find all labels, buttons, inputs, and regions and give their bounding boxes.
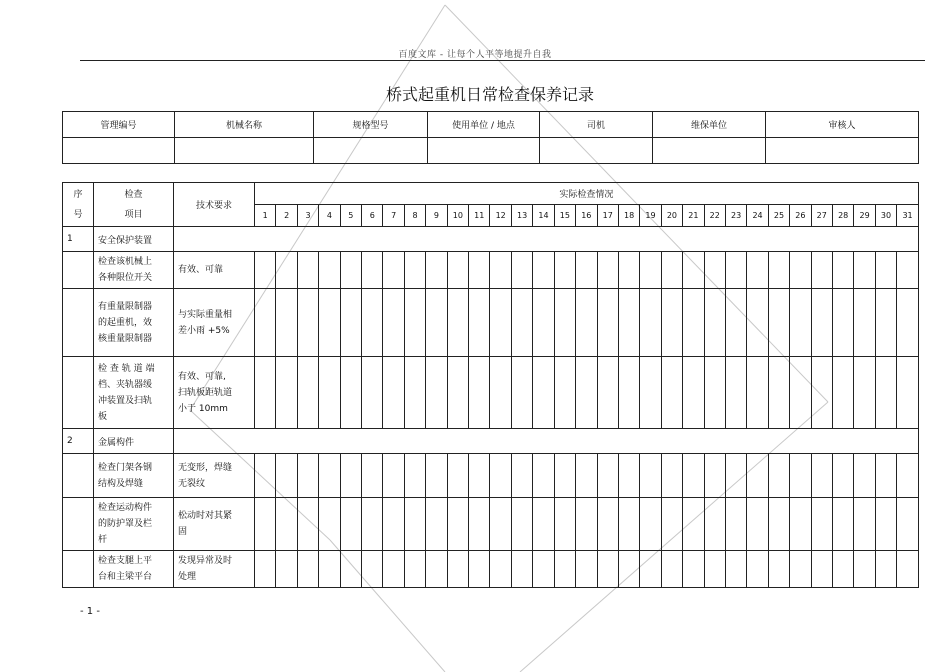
day-header-cell: 18 [618,205,639,227]
day-check-cell[interactable] [533,498,554,551]
day-header-cell: 19 [640,205,661,227]
day-check-cell[interactable] [490,252,511,289]
day-check-cell[interactable] [790,289,811,357]
day-check-cell[interactable] [704,454,725,498]
day-check-cell[interactable] [811,289,832,357]
day-header-cell: 11 [469,205,490,227]
day-check-cell[interactable] [255,454,276,498]
day-check-cell[interactable] [618,357,639,429]
day-check-cell[interactable] [790,551,811,588]
day-check-cell[interactable] [340,551,361,588]
day-check-cell[interactable] [768,551,789,588]
day-check-cell[interactable] [704,289,725,357]
day-check-cell[interactable] [276,357,297,429]
day-check-cell[interactable] [661,252,682,289]
day-check-cell[interactable] [404,357,425,429]
day-header-cell: 16 [576,205,597,227]
day-check-cell[interactable] [768,252,789,289]
day-check-cell[interactable] [790,357,811,429]
day-check-cell[interactable] [832,498,853,551]
day-header-cell: 24 [747,205,768,227]
day-check-cell[interactable] [426,289,447,357]
document-title: 桥式起重机日常检查保养记录 [385,85,594,104]
day-check-cell[interactable] [618,498,639,551]
check-item: 检查门架各钢 结构及焊缝 [94,454,174,498]
day-check-cell[interactable] [255,357,276,429]
day-check-cell[interactable] [490,551,511,588]
check-row [63,551,919,588]
day-check-cell[interactable] [383,454,404,498]
day-check-cell[interactable] [854,357,875,429]
day-check-cell[interactable] [469,357,490,429]
day-check-cell[interactable] [704,357,725,429]
day-header-cell: 20 [661,205,682,227]
day-check-cell[interactable] [725,498,746,551]
day-check-cell[interactable] [661,454,682,498]
day-header-cell: 2 [276,205,297,227]
day-check-cell[interactable] [832,289,853,357]
day-check-cell[interactable] [511,252,532,289]
day-check-cell[interactable] [854,454,875,498]
day-check-cell[interactable] [618,289,639,357]
day-check-cell[interactable] [426,551,447,588]
day-check-cell[interactable] [447,289,468,357]
day-check-cell[interactable] [704,252,725,289]
day-header-cell: 7 [383,205,404,227]
info-entry-cell[interactable] [63,138,175,164]
day-check-cell[interactable] [811,498,832,551]
day-header-cell: 13 [511,205,532,227]
day-check-cell[interactable] [768,454,789,498]
day-check-cell[interactable] [875,498,896,551]
check-item: 检查该机械上 各种限位开关 [94,252,174,289]
info-header-cell: 规格型号 [314,112,428,138]
day-check-cell[interactable] [554,289,575,357]
day-check-cell[interactable] [404,498,425,551]
day-header-cell: 1 [255,205,276,227]
day-check-cell[interactable] [640,289,661,357]
day-check-cell[interactable] [640,551,661,588]
check-item: 检 查 轨 道 端 档、夹轨器缓 冲装置及扫轨 板 [94,357,174,429]
day-check-cell[interactable] [875,289,896,357]
day-check-cell[interactable] [404,252,425,289]
day-check-cell[interactable] [340,498,361,551]
day-check-cell[interactable] [533,252,554,289]
check-requirement: 有效、可靠, 扫轨板距轨道 小于 10mm [174,357,255,429]
day-check-cell[interactable] [576,357,597,429]
day-check-cell[interactable] [383,252,404,289]
day-check-cell[interactable] [511,289,532,357]
day-check-cell[interactable] [747,252,768,289]
day-check-cell[interactable] [640,357,661,429]
day-header-cell: 23 [725,205,746,227]
info-header-cell: 审核人 [766,112,919,138]
day-check-cell[interactable] [554,357,575,429]
day-check-cell[interactable] [255,252,276,289]
day-check-cell[interactable] [597,551,618,588]
day-check-cell[interactable] [340,252,361,289]
day-check-cell[interactable] [340,454,361,498]
seq-cell [63,252,94,289]
day-check-cell[interactable] [597,454,618,498]
day-check-cell[interactable] [319,252,340,289]
header-note: 百度文库 - 让每个人平等地提升自我 [398,50,552,60]
check-row [63,454,919,498]
inspection-table [62,182,919,588]
info-entry-row [63,138,919,164]
day-check-cell[interactable] [661,357,682,429]
day-check-cell[interactable] [511,498,532,551]
day-check-cell[interactable] [533,551,554,588]
day-check-cell[interactable] [725,454,746,498]
day-header-cell: 31 [897,205,919,227]
day-check-cell[interactable] [255,289,276,357]
seq-cell [63,289,94,357]
day-check-cell[interactable] [640,498,661,551]
day-check-cell[interactable] [618,551,639,588]
day-check-cell[interactable] [597,252,618,289]
day-check-cell[interactable] [362,551,383,588]
day-check-cell[interactable] [404,551,425,588]
day-header-cell: 15 [554,205,575,227]
day-check-cell[interactable] [511,454,532,498]
day-check-cell[interactable] [276,498,297,551]
day-check-cell[interactable] [297,357,318,429]
day-check-cell[interactable] [255,551,276,588]
day-check-cell[interactable] [790,498,811,551]
day-check-cell[interactable] [597,357,618,429]
day-check-cell[interactable] [576,252,597,289]
day-check-cell[interactable] [297,252,318,289]
seq-cell [63,454,94,498]
day-check-cell[interactable] [319,454,340,498]
day-header-cell: 17 [597,205,618,227]
day-check-cell[interactable] [554,252,575,289]
day-check-cell[interactable] [469,252,490,289]
day-header-cell: 28 [832,205,853,227]
day-check-cell[interactable] [618,454,639,498]
day-check-cell[interactable] [854,289,875,357]
day-check-cell[interactable] [704,551,725,588]
day-check-cell[interactable] [832,252,853,289]
day-check-cell[interactable] [490,454,511,498]
info-header-cell: 司机 [540,112,653,138]
info-header-cell: 管理编号 [63,112,175,138]
day-check-cell[interactable] [426,454,447,498]
requirement-header: 技术要求 [174,183,255,227]
day-check-cell[interactable] [897,454,919,498]
day-header-cell: 25 [768,205,789,227]
day-check-cell[interactable] [490,498,511,551]
day-header-cell: 27 [811,205,832,227]
day-check-cell[interactable] [383,498,404,551]
day-check-cell[interactable] [554,551,575,588]
day-header-cell: 12 [490,205,511,227]
day-check-cell[interactable] [661,551,682,588]
page-number: - 1 - [80,606,100,617]
section-filler [174,429,919,454]
day-check-cell[interactable] [640,454,661,498]
day-check-cell[interactable] [340,289,361,357]
day-check-cell[interactable] [597,498,618,551]
day-check-cell[interactable] [383,357,404,429]
info-entry-cell[interactable] [428,138,540,164]
day-check-cell[interactable] [597,289,618,357]
day-check-cell[interactable] [683,289,704,357]
day-check-cell[interactable] [319,551,340,588]
header-rule [80,60,925,61]
day-check-cell[interactable] [511,357,532,429]
info-entry-cell[interactable] [540,138,653,164]
day-check-cell[interactable] [747,357,768,429]
day-check-cell[interactable] [554,498,575,551]
section-title: 金属构件 [94,429,174,454]
section-filler [174,227,919,252]
day-check-cell[interactable] [747,289,768,357]
day-check-cell[interactable] [362,289,383,357]
day-header-cell: 26 [790,205,811,227]
day-check-cell[interactable] [404,454,425,498]
day-check-cell[interactable] [319,289,340,357]
day-check-cell[interactable] [747,551,768,588]
day-check-cell[interactable] [768,498,789,551]
check-requirement: 与实际重量相 差小雨 +5% [174,289,255,357]
day-check-cell[interactable] [490,289,511,357]
day-header-cell: 22 [704,205,725,227]
day-check-cell[interactable] [447,551,468,588]
check-item: 检查支腿上平 台和主梁平台 [94,551,174,588]
info-entry-cell[interactable] [314,138,428,164]
day-check-cell[interactable] [447,498,468,551]
check-item: 检查运动构件 的防护罩及栏 杆 [94,498,174,551]
day-check-cell[interactable] [747,454,768,498]
day-check-cell[interactable] [297,551,318,588]
info-entry-cell[interactable] [653,138,766,164]
day-check-cell[interactable] [725,551,746,588]
day-check-cell[interactable] [362,252,383,289]
day-check-cell[interactable] [576,498,597,551]
day-check-cell[interactable] [469,551,490,588]
day-check-cell[interactable] [725,357,746,429]
day-check-cell[interactable] [362,498,383,551]
day-check-cell[interactable] [276,551,297,588]
section-title: 安全保护装置 [94,227,174,252]
day-check-cell[interactable] [404,289,425,357]
day-check-cell[interactable] [276,252,297,289]
actual-check-header: 实际检查情况 [255,183,919,205]
day-check-cell[interactable] [661,289,682,357]
section-row [63,429,919,454]
day-header-cell: 30 [875,205,896,227]
day-check-cell[interactable] [875,357,896,429]
day-check-cell[interactable] [618,252,639,289]
day-check-cell[interactable] [811,454,832,498]
check-requirement: 松动时对其紧 固 [174,498,255,551]
day-check-cell[interactable] [469,454,490,498]
info-table [62,111,919,164]
day-check-cell[interactable] [683,357,704,429]
check-row [63,289,919,357]
day-check-cell[interactable] [683,454,704,498]
day-check-cell[interactable] [362,454,383,498]
day-check-cell[interactable] [490,357,511,429]
day-check-cell[interactable] [383,551,404,588]
day-check-cell[interactable] [897,551,919,588]
day-header-cell: 9 [426,205,447,227]
day-check-cell[interactable] [768,289,789,357]
day-check-cell[interactable] [790,252,811,289]
day-check-cell[interactable] [340,357,361,429]
day-check-cell[interactable] [447,357,468,429]
day-header-cell: 29 [854,205,875,227]
day-header-cell: 3 [297,205,318,227]
check-row [63,357,919,429]
day-check-cell[interactable] [640,252,661,289]
day-check-cell[interactable] [897,289,919,357]
seq-cell [63,498,94,551]
day-header-cell: 6 [362,205,383,227]
day-check-cell[interactable] [319,498,340,551]
info-header-cell: 使用单位 / 地点 [428,112,540,138]
day-check-cell[interactable] [576,454,597,498]
day-check-cell[interactable] [447,454,468,498]
info-entry-cell[interactable] [766,138,919,164]
seq-cell [63,357,94,429]
day-check-cell[interactable] [875,454,896,498]
day-check-cell[interactable] [811,252,832,289]
day-check-cell[interactable] [297,454,318,498]
info-entry-cell[interactable] [175,138,314,164]
day-check-cell[interactable] [469,289,490,357]
day-check-cell[interactable] [276,289,297,357]
day-check-cell[interactable] [297,498,318,551]
day-check-cell[interactable] [533,454,554,498]
day-check-cell[interactable] [383,289,404,357]
day-header-cell: 5 [340,205,361,227]
item-header: 检查 项目 [94,183,174,227]
day-check-cell[interactable] [747,498,768,551]
info-header-row [63,112,919,138]
day-check-cell[interactable] [854,498,875,551]
day-check-cell[interactable] [469,498,490,551]
day-check-cell[interactable] [790,454,811,498]
day-check-cell[interactable] [426,498,447,551]
day-check-cell[interactable] [511,551,532,588]
day-check-cell[interactable] [426,357,447,429]
day-check-cell[interactable] [683,498,704,551]
day-check-cell[interactable] [576,289,597,357]
info-header-cell: 机械名称 [175,112,314,138]
day-check-cell[interactable] [897,357,919,429]
day-check-cell[interactable] [875,252,896,289]
day-check-cell[interactable] [683,252,704,289]
day-header-cell: 10 [447,205,468,227]
day-check-cell[interactable] [832,454,853,498]
section-number: 2 [63,429,94,454]
day-check-cell[interactable] [704,498,725,551]
day-check-cell[interactable] [533,357,554,429]
day-header-cell: 21 [683,205,704,227]
day-check-cell[interactable] [297,289,318,357]
info-header-cell: 维保单位 [653,112,766,138]
check-requirement: 发现异常及时 处理 [174,551,255,588]
day-check-cell[interactable] [661,498,682,551]
day-header-cell: 8 [404,205,425,227]
day-check-cell[interactable] [683,551,704,588]
day-check-cell[interactable] [725,289,746,357]
day-check-cell[interactable] [897,498,919,551]
check-row [63,498,919,551]
day-check-cell[interactable] [832,357,853,429]
day-check-cell[interactable] [854,252,875,289]
day-check-cell[interactable] [276,454,297,498]
day-header-cell: 4 [319,205,340,227]
section-row [63,227,919,252]
section-number: 1 [63,227,94,252]
day-check-cell[interactable] [319,357,340,429]
day-check-cell[interactable] [255,498,276,551]
day-check-cell[interactable] [854,551,875,588]
check-row [63,252,919,289]
seq-header: 序 号 [63,183,94,227]
day-check-cell[interactable] [362,357,383,429]
day-check-cell[interactable] [426,252,447,289]
day-check-cell[interactable] [554,454,575,498]
main-header-row [63,183,919,205]
day-check-cell[interactable] [725,252,746,289]
day-check-cell[interactable] [447,252,468,289]
seq-cell [63,551,94,588]
check-requirement: 有效、可靠 [174,252,255,289]
check-item: 有重量限制器 的起重机，效 核重量限制器 [94,289,174,357]
day-check-cell[interactable] [533,289,554,357]
check-requirement: 无变形，焊缝 无裂纹 [174,454,255,498]
day-check-cell[interactable] [897,252,919,289]
day-check-cell[interactable] [811,357,832,429]
day-check-cell[interactable] [576,551,597,588]
day-check-cell[interactable] [875,551,896,588]
day-check-cell[interactable] [768,357,789,429]
day-check-cell[interactable] [832,551,853,588]
day-check-cell[interactable] [811,551,832,588]
day-header-cell: 14 [533,205,554,227]
